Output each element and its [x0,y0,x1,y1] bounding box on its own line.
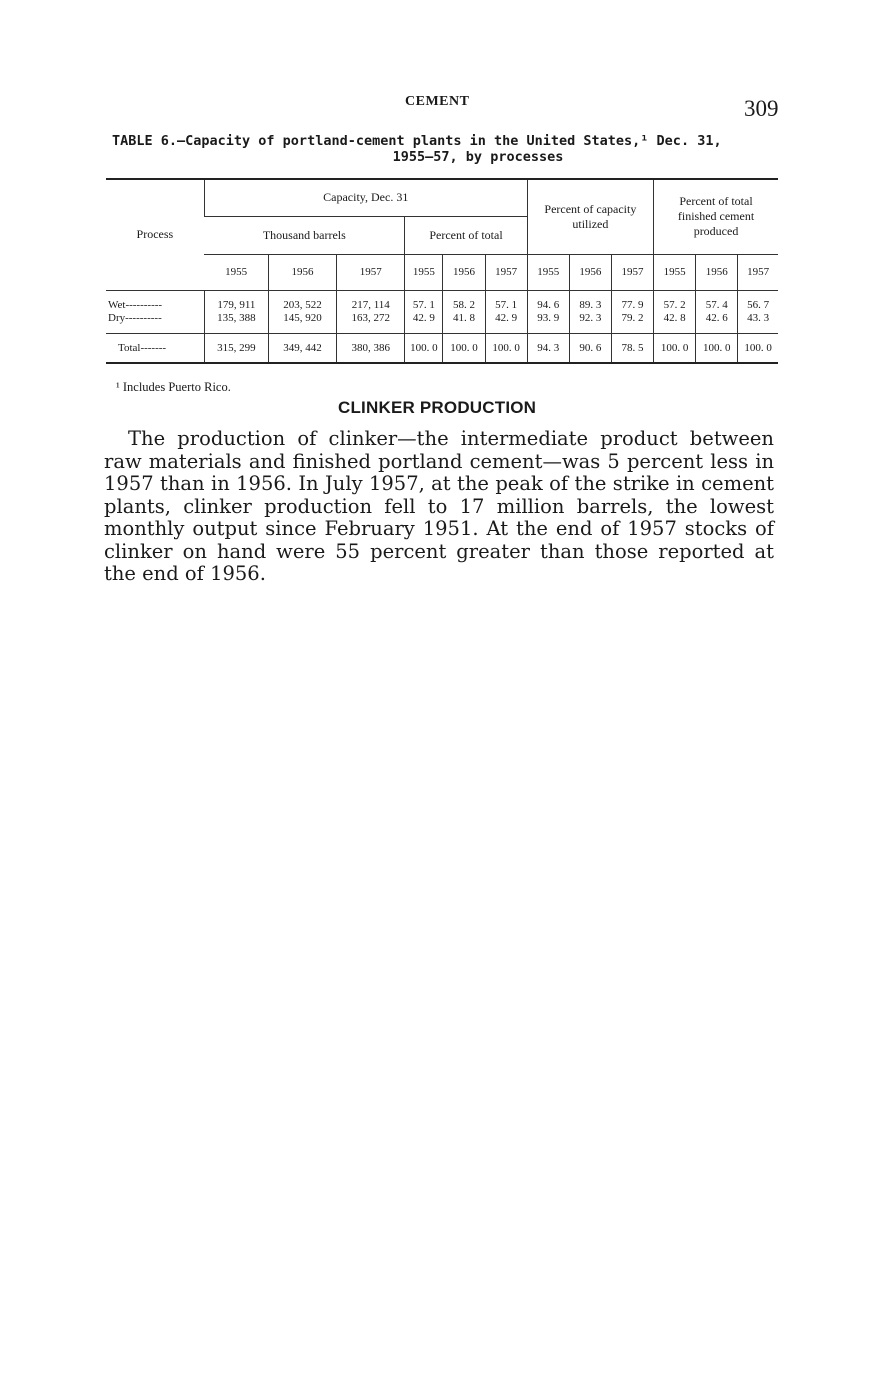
year-header: 1957 [611,254,653,290]
running-title: CEMENT [405,94,470,109]
table-cell: 100. 0 [405,333,443,362]
header-process: Process [106,180,204,290]
table-cell: 100. 0 [443,333,485,362]
capacity-table-frame [106,178,778,364]
section-heading: CLINKER PRODUCTION [338,398,537,417]
header-percent-finished-cement: Percent of total finished cement produced [654,180,778,254]
table-cell: 380, 386 [337,333,405,362]
table-title-line-1: TABLE 6.—Capacity of portland-cement plants in the United States,¹ Dec. 31, [112,133,722,149]
total-label: Total------- [106,333,204,362]
year-header: 1955 [405,254,443,290]
table-title [112,133,784,165]
table-cell: 56. 7 43. 3 [738,290,778,333]
year-header: 1956 [569,254,611,290]
table-footnote: ¹ Includes Puerto Rico. [116,380,231,394]
table-cell: 94. 6 93. 9 [527,290,569,333]
table-cell: 77. 9 79. 2 [611,290,653,333]
table-cell: 57. 2 42. 8 [654,290,696,333]
table-row-total [106,333,778,362]
table-cell: 58. 2 41. 8 [443,290,485,333]
table-cell: 100. 0 [485,333,527,362]
table-cell: 217, 114 163, 272 [337,290,405,333]
year-header: 1957 [485,254,527,290]
table-cell: 203, 522 145, 920 [268,290,336,333]
year-header: 1956 [268,254,336,290]
table-cell: 57. 4 42. 6 [696,290,738,333]
table-title-line-2: 1955–57, by processes [392,149,564,165]
table-cell: 57. 1 42. 9 [485,290,527,333]
capacity-table [106,180,778,362]
year-header: 1955 [527,254,569,290]
header-capacity: Capacity, Dec. 31 [204,180,527,216]
page-number: 309 [744,96,779,121]
table-row-process-data [106,290,778,333]
year-header: 1956 [696,254,738,290]
header-percent-of-total: Percent of total [405,216,527,254]
year-header: 1955 [204,254,268,290]
table-cell: 315, 299 [204,333,268,362]
header-thousand-barrels: Thousand barrels [204,216,405,254]
year-header: 1957 [738,254,778,290]
table-cell: 57. 1 42. 9 [405,290,443,333]
table-cell: 94. 3 [527,333,569,362]
process-label-wet: Wet---------- [108,298,163,311]
table-cell: 100. 0 [696,333,738,362]
table-cell: 90. 6 [569,333,611,362]
body-paragraph: The production of clinker—the intermediate product between raw materials and finished portland cement—was 5 percent less in 1957 than in 1956. In July 1957, at the peak of the strike in cement plants, clinker production fell to 17 million barrels, the lowest monthly output since February 1951. At the end of 1957 stocks of clinker on hand were 55 percent greater than those reported at the end of 1956. [104,427,774,585]
header-percent-capacity-utilized: Percent of capacity utilized [527,180,653,254]
year-header: 1955 [654,254,696,290]
table-cell: 100. 0 [738,333,778,362]
year-header: 1956 [443,254,485,290]
table-cell: 89. 3 92. 3 [569,290,611,333]
table-cell: 78. 5 [611,333,653,362]
process-cell [106,290,204,333]
year-header: 1957 [337,254,405,290]
table-cell: 349, 442 [268,333,336,362]
table-cell: 100. 0 [654,333,696,362]
process-label-dry: Dry---------- [108,311,162,324]
table-cell: 179, 911 135, 388 [204,290,268,333]
